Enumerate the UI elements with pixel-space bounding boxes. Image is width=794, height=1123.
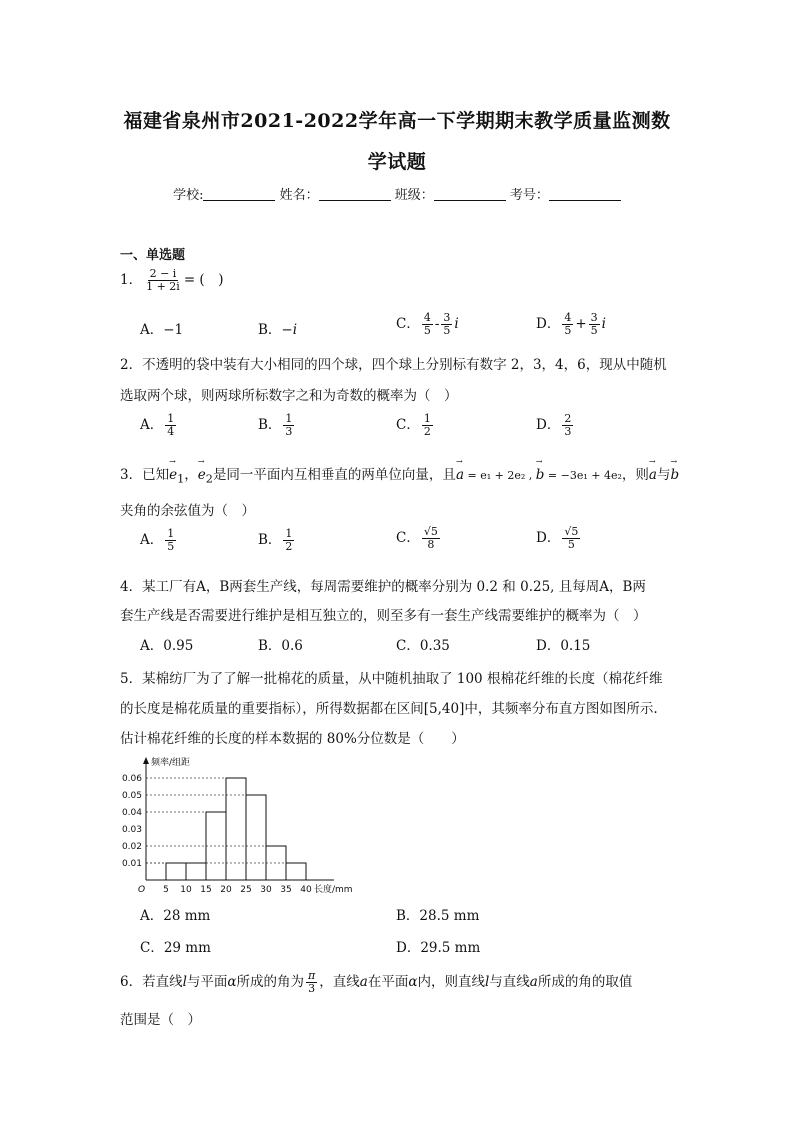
school-blank — [203, 188, 275, 201]
q3-option-c: C． $\frac{√5}{8}$ — [396, 525, 438, 552]
x-axis-label: 长度/mm — [314, 885, 353, 895]
q1-tail: = ( ) — [183, 272, 224, 289]
histogram-bar — [166, 863, 186, 880]
question-2-line1: 2．不透明的袋中装有大小相同的四个球，四个球上分别标有数字 2，3，4，6，现从中随机 — [120, 357, 667, 373]
x-tick-label: 15 — [200, 885, 212, 895]
class-blank — [434, 188, 506, 201]
x-tick-label: 10 — [180, 885, 192, 895]
q3-option-a: A． $\frac{1}{5}$ — [140, 527, 175, 554]
x-tick-label: 40 — [300, 885, 312, 895]
histogram-bar — [186, 863, 206, 880]
y-axis-label: 频率/组距 — [151, 758, 191, 768]
question-5-line1: 5．某棉纺厂为了了解一批棉花的质量，从中随机抽取了 100 根棉花纤维的长度（棉花纤维 — [120, 671, 663, 687]
q2-option-b: B． $\frac{1}{3}$ — [258, 412, 293, 439]
q1-fraction: $\frac{2 - i}{1 + 2i}$ — [146, 267, 180, 294]
y-tick-label: 0.01 — [121, 859, 142, 869]
class-label: 班级： — [394, 188, 434, 203]
histogram-chart — [116, 755, 366, 895]
q4-option-c: C．0.35 — [396, 638, 450, 654]
question-4-line1: 4．某工厂有A，B两套生产线，每周需要维护的概率分别为 0.2 和 0.25, 且每周A，B两 — [120, 579, 646, 595]
page-title-line2: 学试题 — [367, 151, 427, 173]
q5-option-c: C．29 mm — [140, 940, 211, 956]
q5-option-a: A．28 mm — [140, 908, 211, 924]
page-title-line1: 福建省泉州市2021-2022学年高一下学期期末教学质量监测数 — [123, 110, 671, 132]
q1-option-d: D． $\frac{4}{5}$ + $\frac{3}{5}$ i — [536, 311, 606, 338]
q1-number: 1． — [120, 272, 143, 289]
question-3-line1: 3．已知→ $e_1$，→ $e_2$是同一平面内互相垂直的两单位向量，且→ a = e₁ + 2e₂ , → b = −3e₁ + 4e₂，则→ a与→ b — [120, 463, 679, 486]
histogram-plot — [122, 756, 353, 895]
q4-option-b: B．0.6 — [258, 638, 303, 654]
q5-option-b: B．28.5 mm — [396, 908, 480, 924]
y-tick-label: 0.04 — [121, 808, 142, 818]
y-tick-label: 0.06 — [121, 774, 142, 784]
student-info — [0, 184, 794, 203]
exam-no-blank — [549, 188, 621, 201]
histogram-bar — [246, 795, 266, 880]
q2-option-d: D． $\frac{2}{3}$ — [536, 412, 572, 439]
question-6-line1: 6．若直线l与平面α所成的角为 $\frac{\pi}{3}$ ，直线a在平面α内，则直线l与直线a所成的角的取值 — [120, 969, 633, 996]
q2-option-a: A． $\frac{1}{4}$ — [140, 412, 175, 439]
origin-label: O — [138, 885, 146, 895]
question-5-line3: 估计棉花纤维的长度的样本数据的 80%分位数是（ ） — [120, 731, 465, 747]
x-tick-label: 30 — [260, 885, 272, 895]
question-1 — [120, 268, 223, 293]
y-axis-arrow — [143, 757, 149, 764]
vector-b: → b — [536, 467, 545, 483]
name-label: 姓名： — [279, 188, 319, 203]
y-tick-label: 0.02 — [121, 842, 142, 852]
q4-option-a: A．0.95 — [140, 638, 194, 654]
section-heading: 一、单选题 — [120, 248, 186, 263]
question-6-line2: 范围是（ ） — [120, 1012, 201, 1028]
q6-fraction: $\frac{\pi}{3}$ — [308, 969, 316, 996]
y-tick-label: 0.03 — [121, 825, 142, 835]
q1-option-b: B．−i — [258, 322, 298, 338]
q5-option-d: D．29.5 mm — [396, 940, 481, 956]
y-tick-label: 0.05 — [121, 791, 142, 801]
q2-option-c: C． $\frac{1}{2}$ — [396, 412, 431, 439]
x-tick-label: 20 — [220, 885, 232, 895]
x-tick-label: 5 — [163, 885, 169, 895]
question-3-line2: 夹角的余弦值为（ ） — [120, 503, 255, 519]
q3-option-d: D． $\frac{√5}{5}$ — [536, 525, 579, 552]
q1-option-c: C． $\frac{4}{5}$ - $\frac{3}{5}$ i — [396, 311, 459, 338]
histogram-bar — [226, 778, 246, 880]
vector-a: → a — [456, 467, 464, 483]
x-tick-label: 35 — [280, 885, 292, 895]
q1-option-a: A．−1 — [140, 322, 184, 338]
name-blank — [319, 188, 391, 201]
histogram-bar — [286, 863, 306, 880]
exam-no-label: 考号： — [509, 188, 549, 203]
school-label: 学校: — [173, 188, 204, 203]
vector-e1: → e — [169, 467, 177, 483]
question-2-line2: 选取两个球，则两球所标数字之和为奇数的概率为（ ） — [120, 388, 458, 404]
vector-e2: → e — [198, 467, 206, 483]
x-tick-label: 25 — [240, 885, 252, 895]
question-4-line2: 套生产线是否需要进行维护是相互独立的，则至多有一套生产线需要维护的概率为（ ） — [120, 608, 647, 624]
q4-option-d: D．0.15 — [536, 638, 591, 654]
question-5-line2: 的长度是棉花质量的重要指标），所得数据都在区间[5,40]中，其频率分布直方图如图所示. — [120, 701, 658, 717]
q3-option-b: B． $\frac{1}{2}$ — [258, 527, 293, 554]
